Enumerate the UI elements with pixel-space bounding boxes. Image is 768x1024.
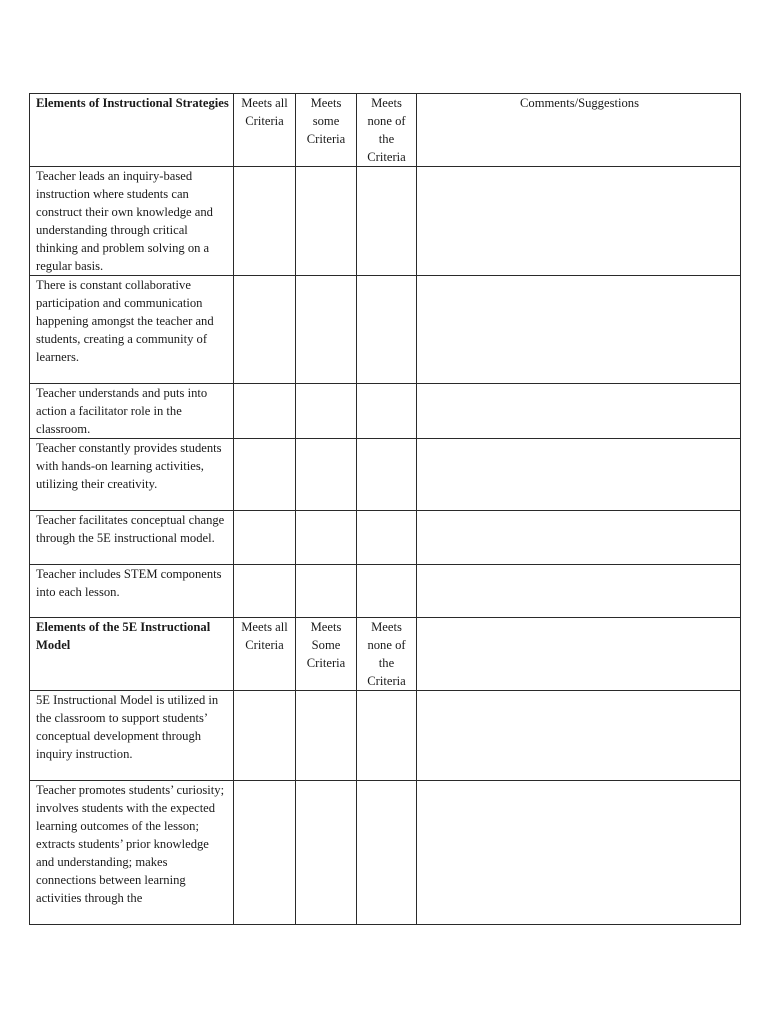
criterion-text: Teacher constantly provides students with hands-on learning activities, utilizing their creativity. [30,439,234,511]
meets-all-cell[interactable] [234,781,296,925]
criterion-text: Teacher leads an inquiry-based instruction where students can construct their own knowledge and understanding through critical thinking and problem solving on a regular basis. [30,167,234,276]
criterion-text: 5E Instructional Model is utilized in the classroom to support students’ conceptual development through inquiry instruction. [30,691,234,781]
meets-all-cell[interactable] [234,384,296,439]
meets-none-cell[interactable] [357,276,417,384]
meets-some-cell[interactable] [296,565,357,618]
section-2-header-row [30,618,741,691]
meets-some-criteria-header: Meets some Criteria [296,94,357,167]
table-row [30,276,741,384]
meets-none-criteria-header: Meets none of the Criteria [357,94,417,167]
criterion-text: Teacher understands and puts into action a facilitator role in the classroom. [30,384,234,439]
criterion-text: Teacher includes STEM components into each lesson. [30,565,234,618]
comments-cell[interactable] [417,781,741,925]
meets-some-cell[interactable] [296,691,357,781]
meets-all-cell[interactable] [234,276,296,384]
comments-cell[interactable] [417,384,741,439]
comments-suggestions-header: Comments/Suggestions [417,94,741,167]
meets-none-cell[interactable] [357,781,417,925]
meets-none-cell[interactable] [357,167,417,276]
rubric-table [29,93,741,925]
meets-some-cell[interactable] [296,781,357,925]
meets-none-cell[interactable] [357,511,417,565]
meets-all-cell[interactable] [234,511,296,565]
table-row [30,691,741,781]
table-row [30,384,741,439]
meets-all-cell[interactable] [234,167,296,276]
criterion-text: Teacher promotes students’ curiosity; involves students with the expected learning outcomes of the lesson; extracts students’ prior knowledge and understanding; makes connections between learning activities through the [30,781,234,925]
meets-some-cell[interactable] [296,384,357,439]
comments-cell[interactable] [417,565,741,618]
elements-of-instructional-strategies-header: Elements of Instructional Strategies [30,94,234,167]
section-1-header-row [30,94,741,167]
meets-some-criteria-header: Meets Some Criteria [296,618,357,691]
meets-none-cell[interactable] [357,691,417,781]
comments-cell[interactable] [417,511,741,565]
meets-all-cell[interactable] [234,439,296,511]
table-row [30,565,741,618]
criterion-text: There is constant collaborative participation and communication happening amongst the teacher and students, creating a community of learners. [30,276,234,384]
meets-some-cell[interactable] [296,167,357,276]
elements-of-5e-model-header: Elements of the 5E Instructional Model [30,618,234,691]
table-row [30,781,741,925]
table-row [30,439,741,511]
meets-all-criteria-header: Meets all Criteria [234,618,296,691]
meets-some-cell[interactable] [296,511,357,565]
comments-cell[interactable] [417,691,741,781]
table-row [30,167,741,276]
meets-none-cell[interactable] [357,565,417,618]
comments-cell[interactable] [417,276,741,384]
meets-none-cell[interactable] [357,439,417,511]
meets-some-cell[interactable] [296,276,357,384]
comments-cell[interactable] [417,167,741,276]
meets-none-criteria-header: Meets none of the Criteria [357,618,417,691]
meets-none-cell[interactable] [357,384,417,439]
table-row [30,511,741,565]
criterion-text: Teacher facilitates conceptual change through the 5E instructional model. [30,511,234,565]
meets-some-cell[interactable] [296,439,357,511]
meets-all-cell[interactable] [234,691,296,781]
meets-all-criteria-header: Meets all Criteria [234,94,296,167]
comments-cell[interactable] [417,439,741,511]
comments-header-empty [417,618,741,691]
meets-all-cell[interactable] [234,565,296,618]
